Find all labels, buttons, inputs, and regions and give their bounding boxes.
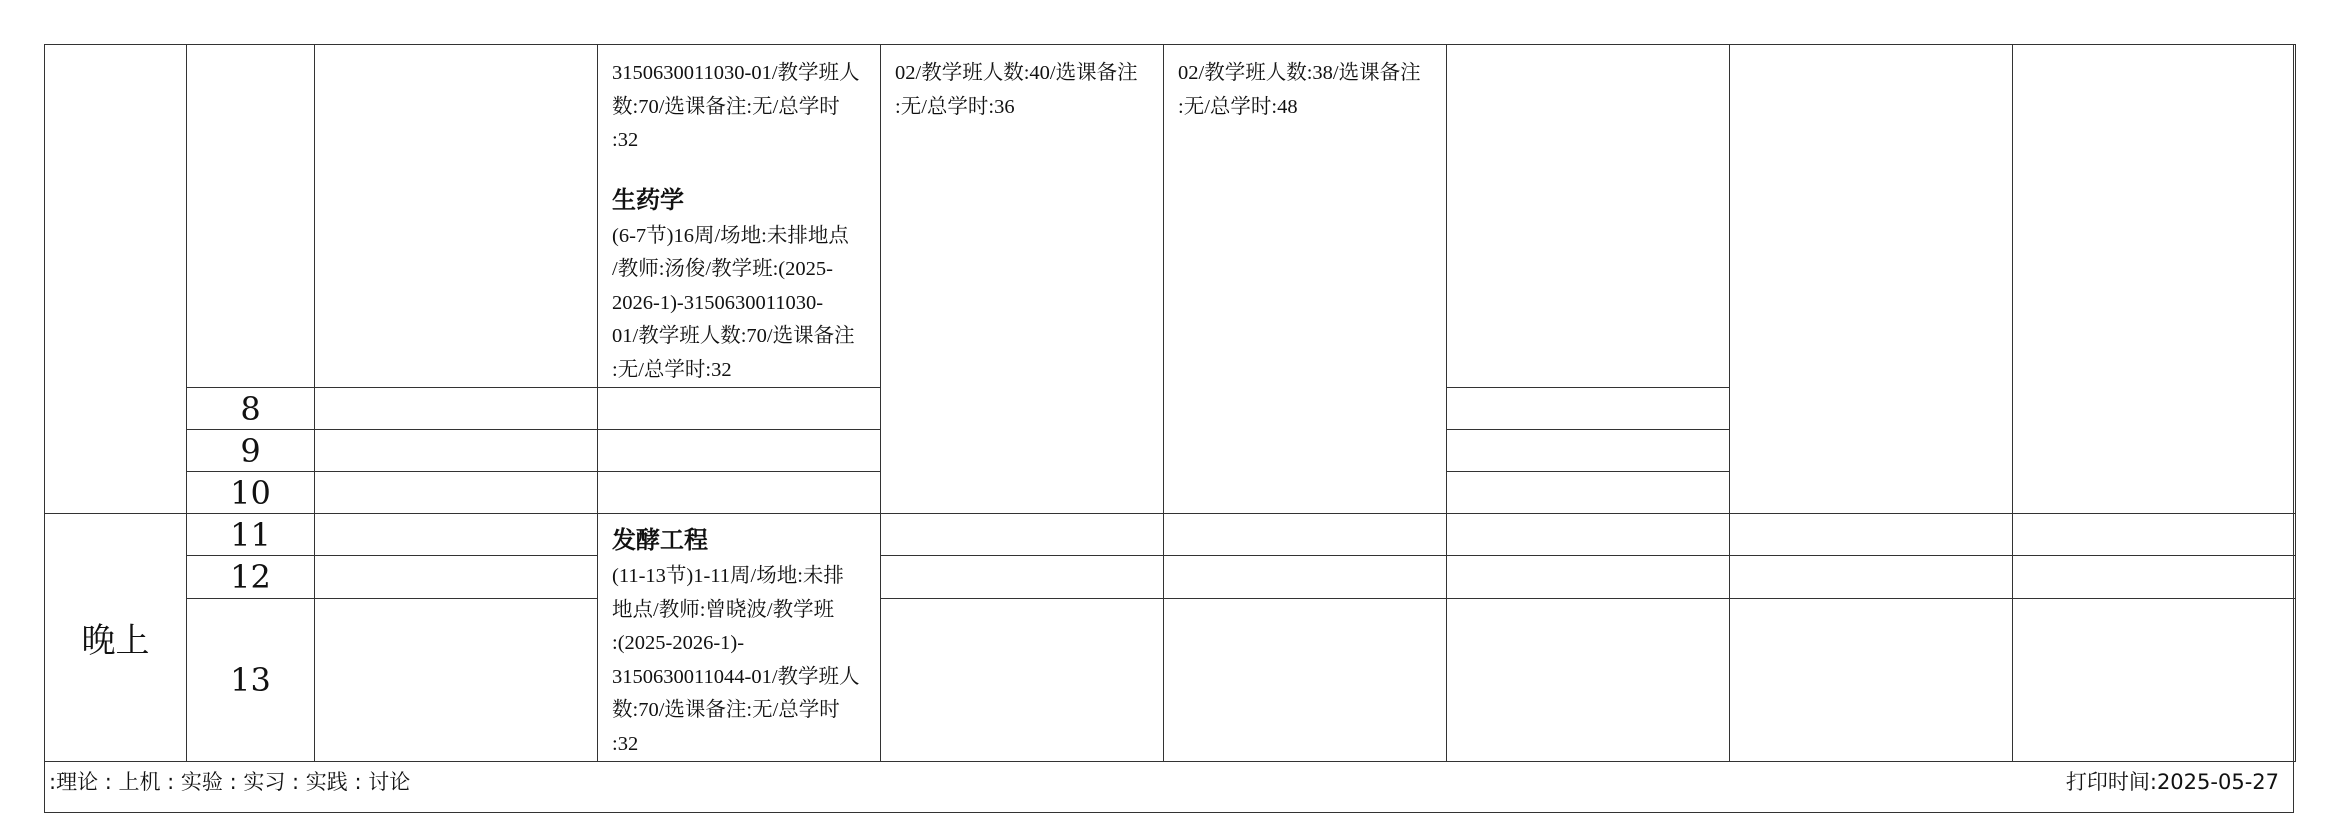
tuesday-course-cell (598, 45, 881, 388)
monday-cell (315, 598, 598, 761)
friday-cell (1447, 388, 1730, 430)
period-label-evening: 晚上 (45, 514, 187, 762)
course-detail-line: 01/教学班人数:70/选课备注 (612, 325, 855, 347)
course-detail-line: (6-7节)16周/场地:未排地点 (612, 224, 849, 247)
course-detail-line: :32 (612, 732, 639, 755)
course-detail-line: 3150630011030-01/教学班人 (612, 62, 860, 84)
course-detail-line: (11-13节)1-11周/场地:未排 (612, 565, 844, 587)
monday-cell (315, 472, 598, 514)
course-type-legend: :理论 : 上机 : 实验 : 实习 : 实践 : 讨论 (49, 770, 411, 794)
sunday-cell (2013, 514, 2296, 556)
course-title: 生药学 (612, 185, 684, 214)
course-detail-line: :无/总学时:36 (895, 95, 1015, 118)
course-detail-line: 数:70/选课备注:无/总学时 (612, 699, 840, 721)
monday-cell (315, 556, 598, 598)
saturday-cell (1730, 45, 2013, 514)
course-detail-line: 2026-1)-3150630011030- (612, 291, 824, 314)
course-detail-line: :32 (612, 129, 639, 151)
monday-cell (315, 45, 598, 388)
print-time: 打印时间:2025-05-27 (2065, 770, 2279, 794)
period-cell-afternoon (45, 45, 187, 514)
tuesday-cell (598, 472, 881, 514)
period-number-10: 10 (187, 472, 315, 514)
friday-cell (1447, 556, 1730, 598)
period-number-13: 13 (187, 598, 315, 761)
course-detail-line: 02/教学班人数:38/选课备注 (1178, 62, 1421, 84)
sunday-cell (2013, 598, 2296, 761)
saturday-cell (1730, 556, 2013, 598)
saturday-cell (1730, 514, 2013, 556)
thursday-cell (1164, 556, 1447, 598)
friday-cell (1447, 45, 1730, 388)
monday-cell (315, 388, 598, 430)
period-number-12: 12 (187, 556, 315, 598)
wednesday-cell (881, 598, 1164, 761)
tuesday-cell (598, 388, 881, 430)
monday-cell (315, 430, 598, 472)
monday-cell (315, 514, 598, 556)
period-number-cell (187, 45, 315, 388)
saturday-cell (1730, 598, 2013, 761)
thursday-cell (1164, 598, 1447, 761)
course-detail-line: 3150630011044-01/教学班人 (612, 665, 860, 688)
period-number-9: 9 (187, 430, 315, 472)
tuesday-cell (598, 430, 881, 472)
course-detail-line: /教师:汤俊/教学班:(2025- (612, 258, 833, 280)
thursday-course-cell (1164, 45, 1447, 514)
course-detail-line: 数:70/选课备注:无/总学时 (612, 95, 840, 118)
thursday-cell (1164, 514, 1447, 556)
friday-cell (1447, 430, 1730, 472)
course-detail-line: :无/总学时:48 (1178, 95, 1298, 118)
sunday-cell (2013, 556, 2296, 598)
course-detail-line: :无/总学时:32 (612, 358, 732, 381)
friday-cell (1447, 514, 1730, 556)
friday-cell (1447, 472, 1730, 514)
wednesday-cell (881, 514, 1164, 556)
wednesday-course-cell (881, 45, 1164, 514)
course-detail-line: :(2025-2026-1)- (612, 632, 745, 654)
timetable-footer (44, 760, 2294, 813)
friday-cell (1447, 598, 1730, 761)
period-number-8: 8 (187, 388, 315, 430)
course-detail-line: 地点/教师:曾晓波/教学班 (612, 598, 835, 621)
period-number-11: 11 (187, 514, 315, 556)
wednesday-cell (881, 556, 1164, 598)
timetable (44, 44, 2296, 762)
tuesday-evening-course-cell (598, 514, 881, 762)
sunday-cell (2013, 45, 2296, 514)
course-title: 发酵工程 (612, 526, 708, 554)
course-detail-line: 02/教学班人数:40/选课备注 (895, 62, 1138, 84)
